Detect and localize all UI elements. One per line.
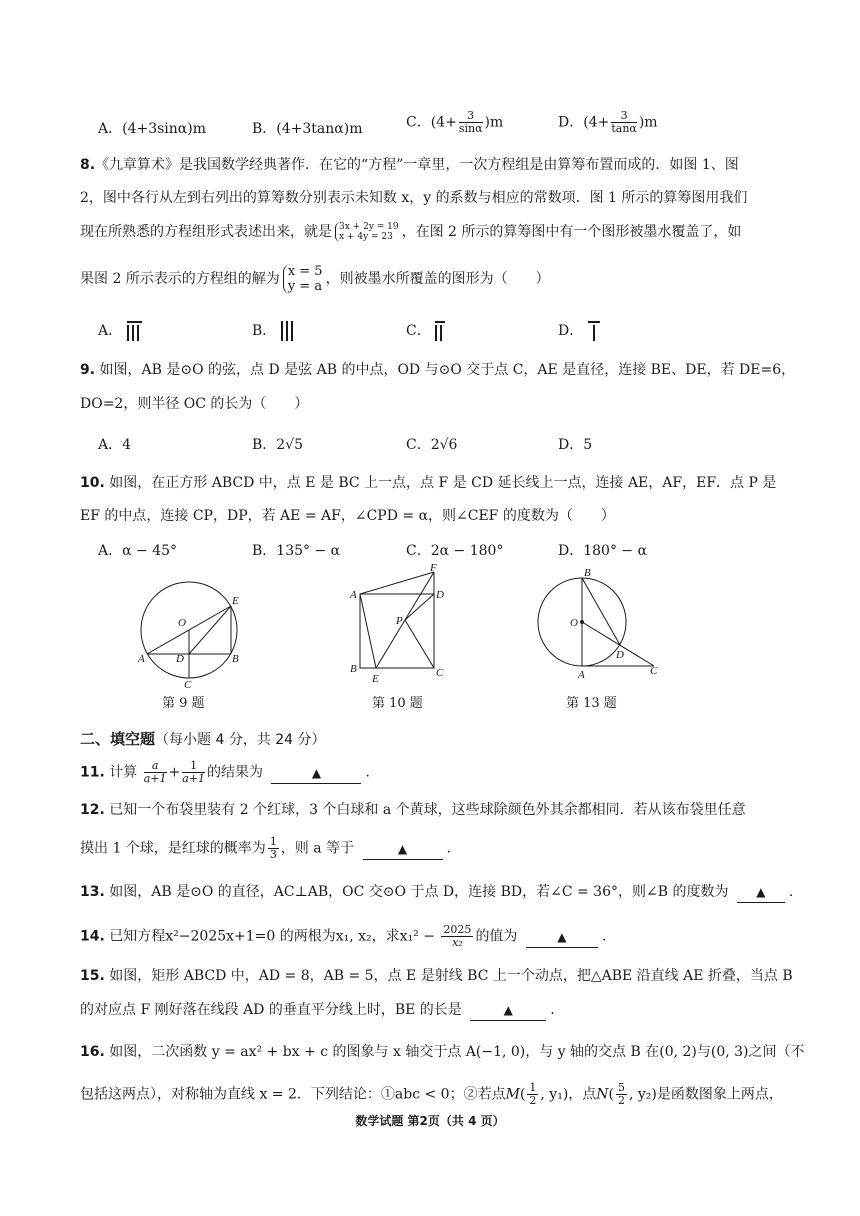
fig10-label-b: B [350, 663, 357, 675]
q8-line2: 2，图中各行从左到右列出的算筹数分别表示未知数 x，y 的系数与相应的常数项．图 1 所示的算筹图用我们 [80, 190, 748, 206]
figure-9 [134, 570, 244, 690]
q12-line2: 摸出 1 个球，是红球的概率为 $\frac{1}{3}$ ，则 a 等于 ▲ . [80, 835, 451, 861]
rod-a-icon [127, 321, 142, 341]
q13: 13. 如图，AB 是⊙O 的直径，AC⊥AB，OC 交⊙O 于点 D，连接 BD，若∠C = 36°，则∠B 的度数为 ▲ . [80, 882, 800, 903]
fig9-label-c: C [184, 679, 192, 690]
q8-solution: x = 5 y = a [283, 264, 323, 294]
figure-13 [536, 566, 666, 692]
q10-option-b: B．135° − α [252, 543, 341, 559]
q10-option-a: A．α − 45° [98, 543, 178, 559]
fig10-label-f: F [430, 562, 437, 574]
rod-c-icon [435, 321, 445, 341]
q8-option-a: A． [98, 320, 142, 341]
q9-line1: 9. 如图，AB 是⊙O 的弦，点 D 是弦 AB 的中点，OD 与⊙O 交于点 C，AE 是直径，连接 BE、DE，若 DE=6， [80, 362, 796, 378]
q15-answer-blank[interactable]: ▲ [470, 1000, 546, 1021]
q7-option-a: A．(4+3sinα)m [98, 121, 206, 137]
q13-answer-blank[interactable]: ▲ [737, 882, 785, 903]
fig13-label-c: C [650, 665, 658, 677]
q7-option-c: C．(4+ $\frac{3}{\sin\alpha}$ )m [406, 109, 504, 135]
fig10-label-a: A [350, 589, 357, 601]
q8-line4: 果图 2 所示表示的方程组的解为 x = 5 y = a ，则被墨水所覆盖的图形为（ ） [80, 264, 550, 294]
fig9-caption: 第 9 题 [162, 696, 205, 711]
q12-answer-blank[interactable]: ▲ [363, 839, 443, 860]
page-footer: 数学试题 第2页（共 4 页） [355, 1114, 505, 1128]
q8-option-b: B． [252, 320, 296, 341]
q9-option-b: B．2√5 [252, 437, 304, 453]
q15-line1: 15. 如图，矩形 ABCD 中，AD = 8，AB = 5，点 E 是射线 BC 上一个动点，把△ABE 沿直线 AE 折叠，当点 B [80, 968, 793, 984]
q8-equation-system: 3x + 2y = 19 x + 4y = 23 [335, 222, 399, 242]
q8-option-c: C． [406, 320, 445, 341]
q9-line2: DO=2，则半径 OC 的长为（ ） [80, 396, 309, 412]
fig13-caption: 第 13 题 [566, 696, 617, 711]
fig10-label-e: E [372, 673, 379, 685]
q7-option-d: D．(4+ $\frac{3}{\tan\alpha}$ )m [558, 109, 658, 135]
rod-d-icon [588, 321, 600, 341]
rod-b-icon [281, 321, 296, 341]
q11-answer-blank[interactable]: ▲ [271, 763, 361, 784]
q8-line3: 现在所熟悉的方程组形式表述出来，就是 3x + 2y = 19 x + 4y = 23 ，在图 2 所示的算筹图中有一个图形被墨水覆盖了，如 [80, 222, 742, 242]
q11: 11. 计算 $\frac{a}{a+1}$ + $\frac{1}{a+1}$ 的结果为 ▲ ． [80, 759, 380, 785]
q9-option-c: C．2√6 [406, 437, 458, 453]
fig9-label-d: D [176, 653, 184, 665]
q10-line2: EF 的中点，连接 CP，DP，若 AE = AF，∠CPD = α，则∠CEF 的度数为（ ） [80, 508, 615, 524]
fig13-label-b: B [584, 567, 591, 579]
q7-option-b: B．(4+3tanα)m [252, 121, 363, 137]
q8-line1: 8.《九章算术》是我国数学经典著作．在它的“方程”一章里，一次方程组是由算筹布置而成的．如图 1、图 [80, 157, 739, 173]
q16-line2: 包括这两点），对称轴为直线 x = 2．下列结论：①abc < 0；②若点M( $\frac{1}{2}$ , y₁)，点N( $\frac{5}{2}$ , y₂)是函数图象上两点， [80, 1081, 783, 1107]
fig10-caption: 第 10 题 [372, 696, 423, 711]
figure-10 [346, 562, 456, 692]
fig9-label-e: E [232, 595, 239, 607]
fig9-label-o: O [178, 617, 186, 629]
fig13-label-d: D [616, 649, 624, 661]
q14: 14. 已知方程x²−2025x+1=0 的两根为x₁, x₂，求x₁² − $\frac{2025}{\text{x₂}}$ 的值为 ▲ . [80, 923, 607, 949]
q10-line1: 10. 如图，在正方形 ABCD 中，点 E 是 BC 上一点，点 F 是 CD 延长线上一点，连接 AE，AF，EF．点 P 是 [80, 475, 777, 491]
fig13-label-a: A [578, 669, 585, 681]
fig10-label-p: P [396, 615, 403, 627]
q8-option-d: D． [558, 320, 600, 341]
q10-option-d: D．180° − α [558, 543, 648, 559]
q12-line1: 12. 已知一个布袋里装有 2 个红球，3 个白球和 a 个黄球，这些球除颜色外其余都相同．若从该布袋里任意 [80, 802, 746, 818]
section-2-heading: 二、填空题（每小题 4 分，共 24 分） [80, 730, 326, 748]
q14-answer-blank[interactable]: ▲ [526, 927, 598, 948]
fig10-label-d: D [436, 589, 444, 601]
fig9-label-b: B [232, 653, 239, 665]
fig10-label-c: C [436, 667, 444, 679]
q9-option-a: A．4 [98, 437, 132, 453]
fig9-label-a: A [138, 653, 145, 665]
q9-option-d: D．5 [558, 437, 593, 453]
q15-line2: 的对应点 F 刚好落在线段 AD 的垂直平分线上时，BE 的长是 ▲ . [80, 1000, 800, 1021]
fig13-label-o: O [570, 617, 578, 629]
q10-option-c: C．2α − 180° [406, 543, 504, 559]
q16-line1: 16. 如图，二次函数 y = ax² + bx + c 的图象与 x 轴交于点 A(−1, 0)，与 y 轴的交点 B 在(0, 2)与(0, 3)之间（不 [80, 1044, 805, 1060]
